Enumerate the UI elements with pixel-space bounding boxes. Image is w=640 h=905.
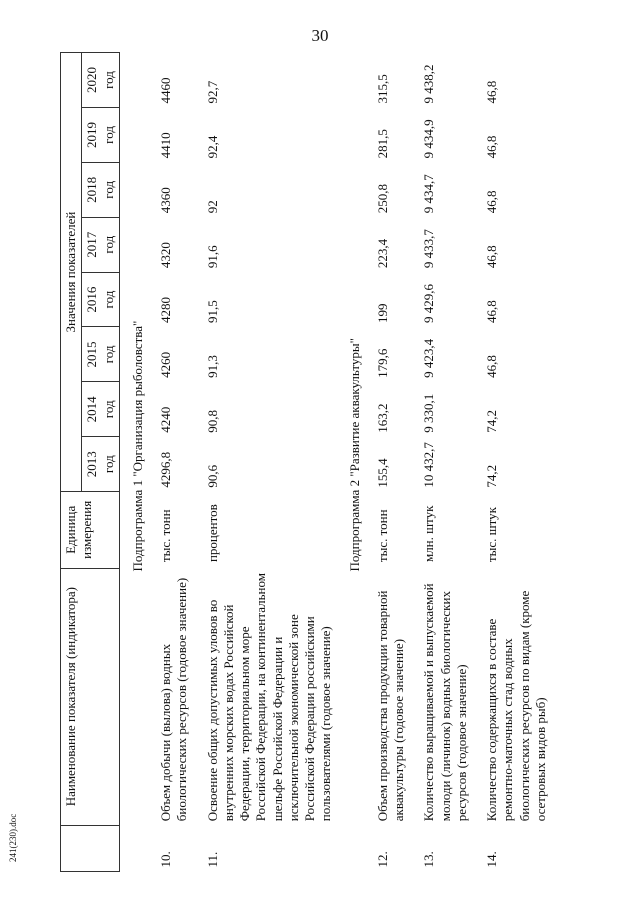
row-value: 4260 — [158, 351, 173, 378]
row-value: 91,3 — [204, 355, 220, 378]
header-name: Наименование показателя (индикатора) — [61, 568, 120, 825]
row-unit: тыс. штук — [484, 507, 499, 563]
row-value: 90,6 — [204, 464, 220, 488]
header-year: 2020 год — [82, 53, 120, 108]
row-value: 9 423,4 — [421, 338, 437, 378]
row-value: 90,8 — [204, 410, 220, 433]
row-number: 12. — [374, 851, 390, 868]
row-value: 9 434,9 — [421, 119, 437, 159]
indicator-table — [60, 52, 551, 872]
row-value: 4360 — [158, 187, 173, 214]
row-unit: млн. штук — [421, 505, 437, 563]
row-value: 4280 — [158, 297, 173, 323]
row-value: 4410 — [158, 132, 173, 159]
table-row — [482, 53, 551, 872]
row-name: Количество выращиваемой и выпускаемой молоди (личинок) водных биологических ресурсов (годовое значение) — [421, 583, 469, 822]
header-year: 2015 год — [82, 327, 120, 382]
header-year: 2013 год — [82, 437, 120, 492]
table-row — [419, 53, 472, 872]
row-value: 4296,8 — [158, 451, 173, 488]
header-year: 2014 год — [82, 382, 120, 437]
row-name: Освоение общих допустимых уловов во внутренних морских водах Российской Федерации, территориальном море Российской Федерации, на континентальном шельфе Российской Федерации и исключительной экономической зоне Российской Федерации российскими пользователями (годовое значение) — [204, 573, 334, 822]
row-value: 46,8 — [484, 300, 499, 323]
row-value: 46,8 — [484, 135, 499, 159]
row-value: 281,5 — [374, 129, 390, 159]
header-values-group: Значения показателей — [61, 53, 82, 492]
header-year: 2016 год — [82, 272, 120, 327]
header-blank — [61, 825, 120, 871]
header-year: 2017 год — [82, 217, 120, 272]
row-value: 9 429,6 — [421, 284, 437, 323]
row-name: Количество содержащихся в составе ремонтно-маточных стад водных биологических ресурсов по видам (кроме осетровых видов рыб) — [484, 590, 548, 822]
row-value: 46,8 — [484, 245, 499, 269]
subprogram-title: Подпрограмма 2 "Развитие аквакультуры" — [346, 338, 362, 572]
table-row — [373, 53, 410, 872]
row-value: 9 434,7 — [421, 174, 437, 214]
row-name: Объем производства продукции товарной аквакультуры (годовое значение) — [374, 590, 406, 822]
table-row — [156, 53, 193, 872]
row-value: 92,4 — [204, 135, 220, 159]
row-value: 10 432,7 — [421, 442, 437, 488]
row-unit: тыс. тонн — [374, 509, 390, 563]
row-unit: процентов — [204, 504, 220, 563]
row-number: 14. — [484, 851, 499, 868]
row-number: 13. — [421, 851, 437, 868]
row-value: 9 433,7 — [421, 229, 437, 269]
row-value: 179,6 — [374, 348, 390, 378]
row-value: 315,5 — [374, 74, 390, 104]
indicator-table-rotated — [60, 52, 575, 872]
row-value: 91,5 — [204, 300, 220, 323]
row-value: 4460 — [158, 77, 173, 104]
table-row — [203, 53, 337, 872]
row-value: 9 330,1 — [421, 393, 437, 433]
header-year: 2019 год — [82, 108, 120, 163]
row-value: 74,2 — [484, 410, 499, 433]
row-value: 46,8 — [484, 355, 499, 378]
page-number: 30 — [311, 26, 329, 45]
row-number: 11. — [204, 851, 220, 868]
row-value: 223,4 — [374, 238, 390, 269]
row-value: 9 438,2 — [421, 64, 437, 104]
row-value: 4320 — [158, 242, 173, 269]
footer-file-code: 241(230).doc — [8, 813, 18, 862]
row-number: 10. — [158, 851, 173, 868]
row-value: 46,8 — [484, 190, 499, 214]
row-value: 46,8 — [484, 80, 499, 104]
row-value: 92 — [204, 200, 220, 214]
subprogram-title: Подпрограмма 1 "Организация рыболовства" — [129, 320, 145, 572]
row-value: 4240 — [158, 406, 173, 433]
row-value: 199 — [374, 303, 390, 323]
row-value: 74,2 — [484, 464, 499, 488]
row-unit: тыс. тонн — [158, 509, 173, 563]
header-year: 2018 год — [82, 162, 120, 217]
row-value: 250,8 — [374, 184, 390, 214]
row-value: 155,4 — [374, 458, 390, 488]
row-value: 91,6 — [204, 245, 220, 269]
row-value: 163,2 — [374, 403, 390, 433]
header-unit: Единица измерения — [61, 492, 120, 568]
row-name: Объем добычи (вылова) водных биологических ресурсов (годовое значение) — [158, 577, 190, 822]
row-value: 92,7 — [204, 80, 220, 104]
